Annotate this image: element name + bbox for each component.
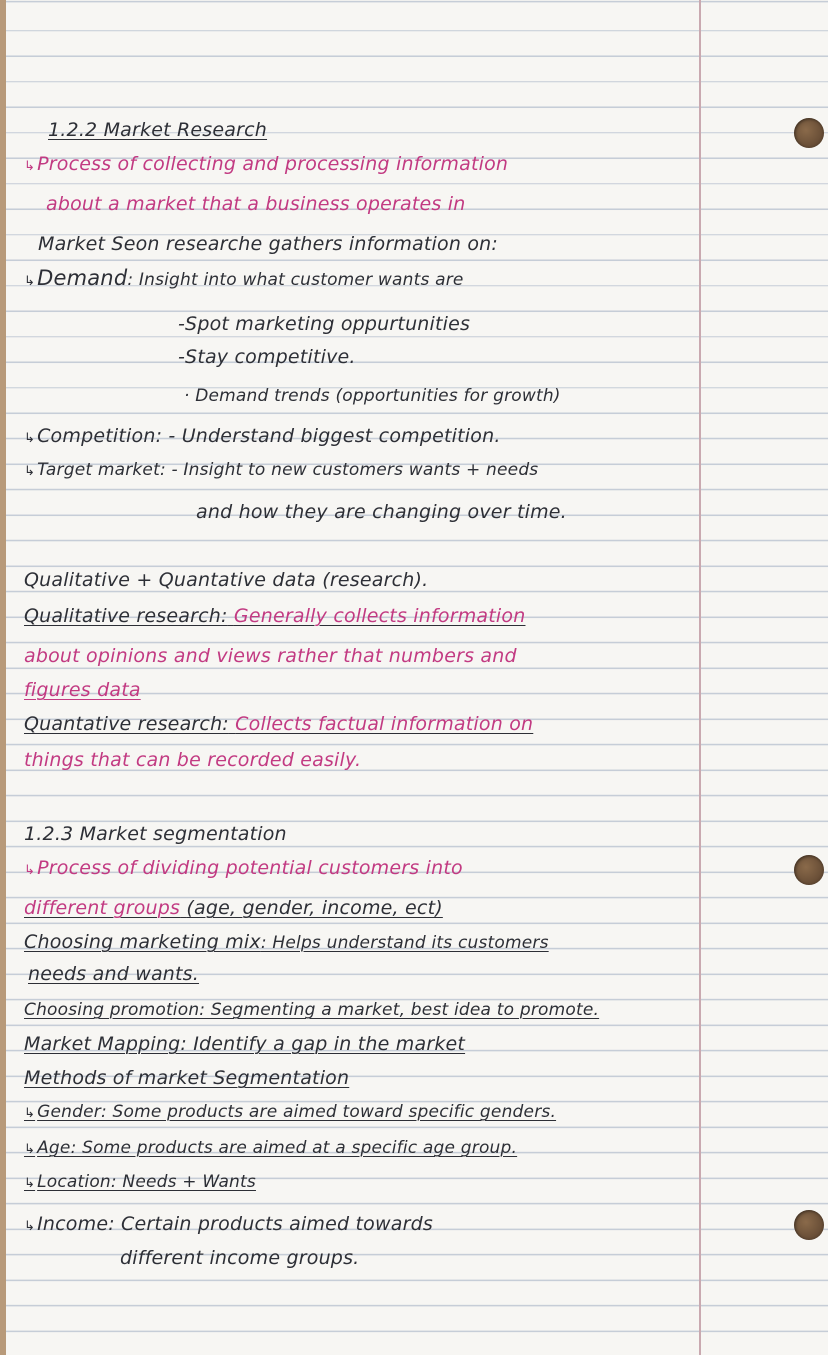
hook-arrow-icon: ↳ (24, 863, 36, 878)
target-market-line: ↳ Target market: - Insight to new customers wants + needs (24, 460, 539, 480)
qualitative-line: Qualitative research: Generally collects information (24, 605, 526, 627)
gathers-line: Market Seon researche gathers information on: (38, 233, 498, 255)
hook-arrow-icon: ↳ (24, 159, 36, 174)
data-heading: Qualitative + Quantative data (research). (24, 569, 429, 591)
section-heading-market-segmentation: 1.2.3 Market segmentation (24, 823, 287, 845)
hook-arrow-icon: ↳ (24, 431, 36, 446)
demand-point: · Demand trends (opportunities for growth) (184, 386, 561, 406)
demand-point: -Stay competitive. (178, 346, 356, 368)
hook-arrow-icon: ↳ (24, 274, 36, 289)
method-gender: ↳ Gender: Some products are aimed toward specific genders. (24, 1102, 557, 1122)
quantitative-line: Quantative research: Collects factual information on (24, 713, 534, 735)
hook-arrow-icon: ↳ (24, 464, 36, 479)
method-income: ↳ Income: Certain products aimed towards (24, 1213, 433, 1235)
quantitative-line: things that can be recorded easily. (24, 749, 362, 771)
methods-heading: Methods of market Segmentation (24, 1067, 350, 1089)
definition-line: different groups (age, gender, income, ect) (24, 897, 443, 919)
punch-hole (794, 118, 824, 148)
target-market-line: and how they are changing over time. (196, 501, 567, 523)
qualitative-line: figures data (24, 679, 141, 701)
method-location: ↳ Location: Needs + Wants (24, 1172, 256, 1192)
definition-line: ↳ Process of collecting and processing information (24, 153, 509, 175)
definition-line: ↳ Process of dividing potential customers into (24, 857, 463, 879)
section-heading-market-research: 1.2.2 Market Research (48, 119, 268, 141)
demand-point: -Spot marketing oppurtunities (178, 313, 471, 335)
notebook-page (6, 0, 828, 1355)
hook-arrow-icon: ↳ (24, 1142, 36, 1157)
hook-arrow-icon: ↳ (24, 1176, 36, 1191)
competition-line: ↳ Competition: - Understand biggest competition. (24, 425, 501, 447)
hook-arrow-icon: ↳ (24, 1219, 36, 1234)
punch-hole (794, 855, 824, 885)
choosing-mix-line: Choosing marketing mix: Helps understand its customers (24, 931, 549, 953)
qualitative-line: about opinions and views rather that numbers and (24, 645, 517, 667)
promotion-line: Choosing promotion: Segmenting a market, best idea to promote. (24, 1000, 600, 1020)
market-mapping-line: Market Mapping: Identify a gap in the market (24, 1033, 466, 1055)
needs-line: needs and wants. (28, 963, 200, 985)
method-income: different income groups. (120, 1247, 360, 1269)
demand-line: ↳Demand: Insight into what customer wants are (24, 266, 464, 290)
hook-arrow-icon: ↳ (24, 1106, 36, 1121)
definition-line: about a market that a business operates in (46, 193, 466, 215)
method-age: ↳ Age: Some products are aimed at a specific age group. (24, 1138, 518, 1158)
punch-hole (794, 1210, 824, 1240)
